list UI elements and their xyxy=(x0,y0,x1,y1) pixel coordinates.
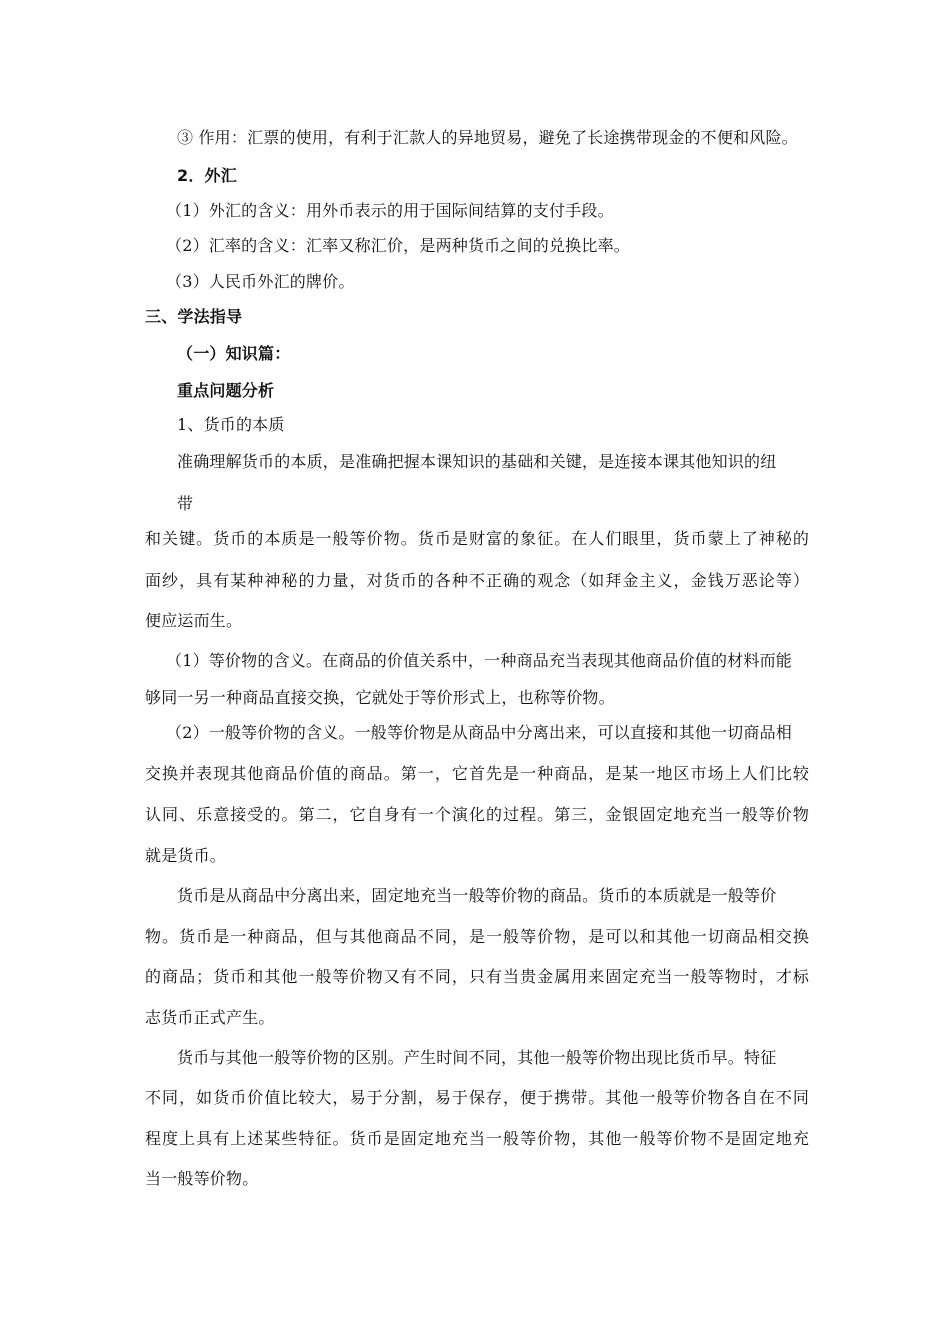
paragraph-line: 当一般等价物。 xyxy=(145,1169,259,1188)
paragraph-line: 准确理解货币的本质，是准确把握本课知识的基础和关键，是连接本课其他知识的纽 xyxy=(177,452,777,471)
paragraph-line: （1）外汇的含义：用外币表示的用于国际间结算的支付手段。 xyxy=(166,201,614,220)
paragraph-line: 交换并表现其他商品价值的商品。第一，它首先是一种商品，是某一地区市场上人们比较 xyxy=(145,764,810,783)
subsection-heading: （一）知识篇： xyxy=(177,344,291,363)
paragraph-line: 1、货币的本质 xyxy=(177,415,285,434)
paragraph-line: （3）人民币外汇的牌价。 xyxy=(166,272,355,291)
paragraph-line: 程度上具有上述某些特征。货币是固定地充当一般等价物，其他一般等价物不是固定地充 xyxy=(145,1129,810,1148)
paragraph-line: 货币与其他一般等价物的区别。产生时间不同，其他一般等价物出现比货币早。特征 xyxy=(177,1048,777,1067)
paragraph-line: （2）一般等价物的含义。一般等价物是从商品中分离出来，可以直接和其他一切商品相 xyxy=(166,723,792,742)
paragraph-line: 认同、乐意接受的。第二，它自身有一个演化的过程。第三，金银固定地充当一般等价物 xyxy=(145,805,810,824)
paragraph-line: （2）汇率的含义：汇率又称汇价，是两种货币之间的兑换比率。 xyxy=(166,236,630,255)
paragraph-line: 带 xyxy=(177,494,194,513)
paragraph-line: 便应运而生。 xyxy=(145,611,243,630)
paragraph-line: 的商品；货币和其他一般等价物又有不同，只有当贵金属用来固定充当一般等物时，才标 xyxy=(145,967,810,986)
section-heading: 2．外汇 xyxy=(177,166,237,185)
paragraph-line: 不同，如货币价值比较大，易于分割，易于保存，便于携带。其他一般等价物各自在不同 xyxy=(145,1088,810,1107)
paragraph-line: ③ 作用：汇票的使用，有利于汇款人的异地贸易，避免了长途携带现金的不便和风险。 xyxy=(177,128,798,147)
subsection-heading: 重点问题分析 xyxy=(177,381,275,400)
paragraph-line: 和关键。货币的本质是一般等价物。货币是财富的象征。在人们眼里，货币蒙上了神秘的 xyxy=(145,529,810,548)
paragraph-line: 货币是从商品中分离出来，固定地充当一般等价物的商品。货币的本质就是一般等价 xyxy=(177,886,777,905)
paragraph-line: 就是货币。 xyxy=(145,846,227,865)
paragraph-line: 物。货币是一种商品，但与其他商品不同，是一般等价物，是可以和其他一切商品相交换 xyxy=(145,927,810,946)
paragraph-line: 面纱，具有某种神秘的力量，对货币的各种不正确的观念（如拜金主义，金钱万恶论等） xyxy=(145,571,810,590)
section-heading: 三、学法指导 xyxy=(145,307,243,326)
paragraph-line: 志货币正式产生。 xyxy=(145,1008,275,1027)
paragraph-line: 够同一另一种商品直接交换，它就处于等价形式上，也称等价物。 xyxy=(145,688,615,707)
paragraph-line: （1）等价物的含义。在商品的价值关系中，一种商品充当表现其他商品价值的材料而能 xyxy=(166,651,792,670)
